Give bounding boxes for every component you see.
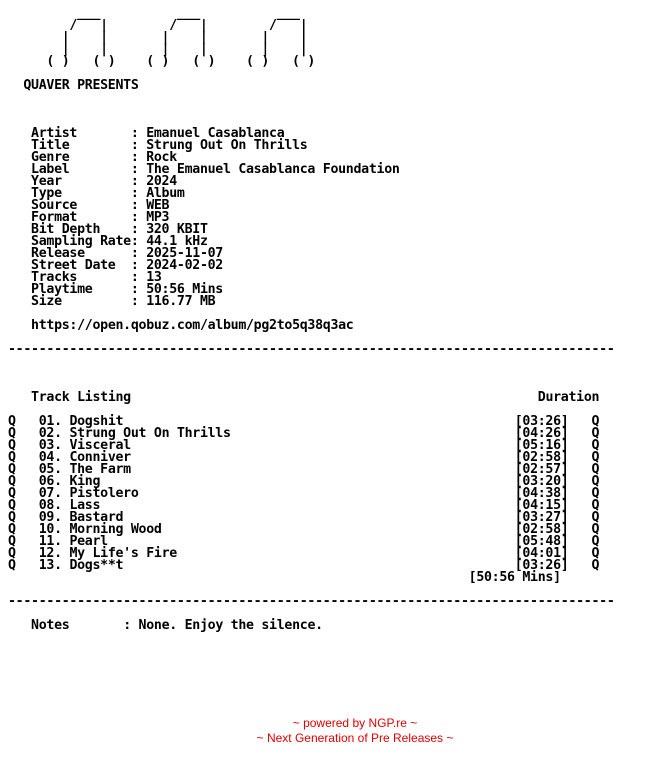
track-marker-right: Q <box>568 462 600 477</box>
total-playtime: [50:56 Mins] <box>468 570 561 585</box>
track-marker-right: Q <box>568 438 600 453</box>
track-duration: [02:57] <box>514 462 569 477</box>
track-marker-left: Q <box>8 534 16 549</box>
track-title: Visceral <box>69 438 515 453</box>
track-title: Conniver <box>69 450 515 465</box>
track-marker-left: Q <box>8 450 16 465</box>
track-listing-heading: Track Listing <box>31 390 131 405</box>
info-value: : 13 <box>130 270 162 285</box>
info-value: : 44.1 kHz <box>130 234 208 249</box>
info-key: Genre <box>8 150 131 165</box>
album-url[interactable]: https://open.qobuz.com/album/pg2to5q38q3ac <box>31 318 354 333</box>
track-duration: [02:58] <box>514 522 569 537</box>
info-key: Release <box>8 246 131 261</box>
track-marker-left: Q <box>8 474 16 489</box>
track-marker-right: Q <box>568 558 600 573</box>
track-title: Bastard <box>69 510 515 525</box>
track-number: 07. <box>15 486 70 501</box>
track-number: 05. <box>15 462 70 477</box>
separator-line: ------------------------------------------------------------------------------- <box>8 342 615 357</box>
info-key: Artist <box>8 126 131 141</box>
footer-tagline <box>0 731 648 746</box>
info-key: Tracks <box>8 270 131 285</box>
duration-heading: Duration <box>537 390 600 405</box>
track-number: 03. <box>15 438 70 453</box>
track-marker-left: Q <box>8 522 16 537</box>
track-duration: [04:38] <box>514 486 569 501</box>
group-name: QUAVER PRESENTS <box>23 78 139 93</box>
info-key: Playtime <box>8 282 131 297</box>
info-key: Size <box>8 294 131 309</box>
track-title: Pistolero <box>69 486 515 501</box>
info-key: Street Date <box>8 258 131 273</box>
track-marker-right: Q <box>568 546 600 561</box>
track-marker-left: Q <box>8 546 16 561</box>
footer-line-1[interactable]: ~ powered by NGP.re ~ <box>292 716 418 730</box>
notes-label: Notes <box>31 618 70 633</box>
info-key: Type <box>8 186 131 201</box>
track-title: Dogshit <box>69 414 515 429</box>
track-title: Strung Out On Thrills <box>69 426 515 441</box>
track-duration: [05:16] <box>514 438 569 453</box>
info-value: : 2025-11-07 <box>130 246 223 261</box>
info-key: Sampling Rate <box>8 234 131 249</box>
track-title: Dogs**t <box>69 558 515 573</box>
track-number: 10. <box>15 522 70 537</box>
track-title: My Life's Fire <box>69 546 515 561</box>
info-value: : Strung Out On Thrills <box>130 138 308 153</box>
track-duration: [03:20] <box>514 474 569 489</box>
notes-value: : None. Enjoy the silence. <box>123 618 323 633</box>
track-marker-right: Q <box>568 486 600 501</box>
track-number: 11. <box>15 534 70 549</box>
track-list <box>8 414 599 573</box>
track-marker-right: Q <box>568 414 600 429</box>
info-key: Year <box>8 174 131 189</box>
info-value: : WEB <box>130 198 170 213</box>
track-marker-left: Q <box>8 426 16 441</box>
track-marker-right: Q <box>568 534 600 549</box>
info-value: : The Emanuel Casablanca Foundation <box>130 162 400 177</box>
track-number: 13. <box>15 558 70 573</box>
track-marker-right: Q <box>568 510 600 525</box>
info-value: : Rock <box>130 150 177 165</box>
track-duration: [02:58] <box>514 450 569 465</box>
info-key: Title <box>8 138 131 153</box>
info-key: Source <box>8 198 131 213</box>
track-marker-right: Q <box>568 426 600 441</box>
track-title: King <box>69 474 515 489</box>
track-duration: [03:26] <box>514 558 569 573</box>
info-row <box>8 294 215 309</box>
footer-line-2[interactable]: ~ Next Generation of Pre Releases ~ <box>256 731 454 745</box>
track-marker-right: Q <box>568 474 600 489</box>
track-number: 04. <box>15 450 70 465</box>
track-marker-left: Q <box>8 438 16 453</box>
track-duration: [03:26] <box>514 414 569 429</box>
info-value: : Emanuel Casablanca <box>130 126 285 141</box>
track-marker-right: Q <box>568 498 600 513</box>
ascii-logo: ___ ___ ___ / | / | / | | | | | | | | | | | | | ( ) ( ) ( ) ( ) ( ) ( ) <box>46 6 316 69</box>
info-value: : 50:56 Mins <box>130 282 223 297</box>
info-key: Format <box>8 210 131 225</box>
track-marker-left: Q <box>8 414 16 429</box>
info-value: : 2024 <box>130 174 177 189</box>
separator-line: ------------------------------------------------------------------------------- <box>8 594 615 609</box>
info-value: : 2024-02-02 <box>130 258 223 273</box>
track-marker-left: Q <box>8 498 16 513</box>
nfo-document <box>8 8 615 632</box>
track-duration: [04:26] <box>514 426 569 441</box>
track-marker-left: Q <box>8 486 16 501</box>
track-number: 01. <box>15 414 70 429</box>
track-title: Pearl <box>69 534 515 549</box>
info-value: : Album <box>130 186 185 201</box>
track-marker-left: Q <box>8 462 16 477</box>
track-marker-right: Q <box>568 522 600 537</box>
track-title: Morning Wood <box>69 522 515 537</box>
track-marker-left: Q <box>8 510 16 525</box>
track-title: The Farm <box>69 462 515 477</box>
track-duration: [03:27] <box>514 510 569 525</box>
track-duration: [05:48] <box>514 534 569 549</box>
track-duration: [04:01] <box>514 546 569 561</box>
track-marker-right: Q <box>568 450 600 465</box>
track-number: 12. <box>15 546 70 561</box>
track-number: 08. <box>15 498 70 513</box>
track-duration: [04:15] <box>514 498 569 513</box>
track-title: Lass <box>69 498 515 513</box>
info-value: : 320 KBIT <box>130 222 208 237</box>
track-marker-left: Q <box>8 558 16 573</box>
info-value: : 116.77 MB <box>130 294 216 309</box>
info-key: Label <box>8 162 131 177</box>
info-key: Bit Depth <box>8 222 131 237</box>
release-info-block <box>8 126 400 309</box>
track-number: 02. <box>15 426 70 441</box>
track-number: 09. <box>15 510 70 525</box>
track-number: 06. <box>15 474 70 489</box>
info-value: : MP3 <box>130 210 170 225</box>
footer-powered-by <box>0 716 648 731</box>
